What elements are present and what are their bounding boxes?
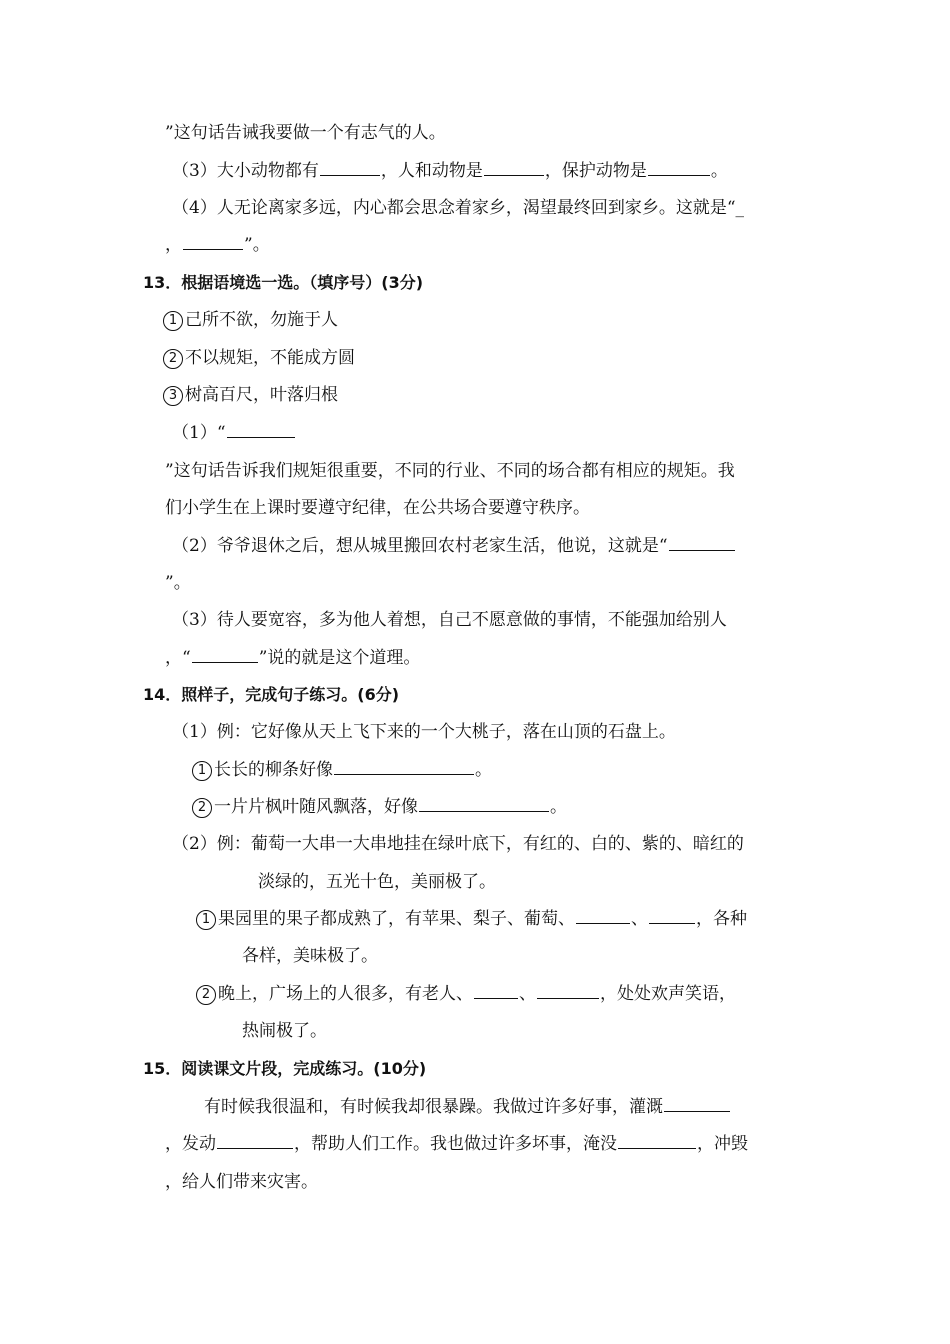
circled-number: 2 [196,985,216,1005]
q13-part-3-line-2: ，“ ”说的就是这个道理。 [165,648,421,668]
q15-title: 15．阅读课文片段，完成练习。(10分) [143,1059,427,1078]
q14-example-2-line-2: 淡绿的，五光十色，美丽极了。 [258,872,496,892]
circled-number: 1 [163,311,183,331]
answer-blank[interactable] [474,982,518,999]
q12-line-2: （3）大小动物都有 ，人和动物是 ，保护动物是 。 [172,161,728,181]
q14-item-1-1: 1 长长的柳条好像 。 [192,758,492,782]
answer-blank[interactable] [419,795,549,812]
answer-blank[interactable] [648,159,710,176]
q12-line-4: ， ”。 [165,235,270,255]
q13-option-1: 1 己所不欲，勿施于人 [163,308,338,332]
q13-part-3: （3）待人要宽容，多为他人着想，自己不愿意做的事情，不能强加给别人 [172,610,727,630]
circled-number: 2 [163,349,183,369]
q12-line-1: ”这句话告诫我要做一个有志气的人。 [165,123,446,143]
q15-passage-line-3: ，给人们带来灾害。 [165,1172,318,1192]
q14-example-1: （1）例：它好像从天上飞下来的一个大桃子，落在山顶的石盘上。 [172,722,676,742]
q14-item-2-2-line-2: 热闹极了。 [242,1021,327,1041]
q13-option-2: 2 不以规矩，不能成方圆 [163,346,355,370]
q14-item-2-1-line-2: 各样，美味极了。 [242,946,378,966]
q13-option-3: 3 树高百尺，叶落归根 [163,383,338,407]
answer-blank[interactable] [227,421,295,438]
q14-item-1-2: 2 一片片枫叶随风飘落，好像 。 [192,795,567,819]
q15-passage-line-1: 有时候我很温和，有时候我却很暴躁。我做过许多好事，灌溉 [204,1095,731,1119]
circled-number: 1 [196,910,216,930]
answer-blank[interactable] [664,1095,730,1112]
answer-blank[interactable] [669,534,735,551]
answer-blank[interactable] [576,907,630,924]
answer-blank[interactable] [537,982,599,999]
circled-number: 3 [163,386,183,406]
q13-part-1-line-2: ”这句话告诉我们规矩很重要，不同的行业、不同的场合都有相应的规矩。我 [165,461,735,481]
answer-blank[interactable] [217,1132,293,1149]
circled-number: 2 [192,798,212,818]
q13-title: 13．根据语境选一选。（填序号）(3分) [143,273,424,292]
q13-part-2-end: ”。 [165,573,191,593]
q15-passage-line-2: ，发动 ，帮助人们工作。我也做过许多坏事，淹没 ，冲毁 [165,1134,748,1154]
q13-part-2: （2）爷爷退休之后，想从城里搬回农村老家生活，他说，这就是“ [172,534,736,558]
answer-blank[interactable] [192,646,258,663]
circled-number: 1 [192,761,212,781]
q14-item-2-1: 1 果园里的果子都成熟了，有苹果、梨子、葡萄、 、 ，各种 [196,907,747,931]
q14-title: 14．照样子，完成句子练习。(6分) [143,685,400,704]
answer-blank[interactable] [618,1132,696,1149]
answer-blank[interactable] [320,159,380,176]
answer-blank[interactable] [484,159,544,176]
answer-blank[interactable] [334,758,474,775]
answer-blank[interactable] [649,907,695,924]
q14-example-2: （2）例：葡萄一大串一大串地挂在绿叶底下，有红的、白的、紫的、暗红的 [172,834,744,854]
q13-part-1: （1）“ [172,421,296,445]
q14-item-2-2: 2 晚上，广场上的人很多，有老人、 、 ，处处欢声笑语， [196,982,736,1006]
q13-part-1-line-3: 们小学生在上课时要遵守纪律，在公共场合要遵守秩序。 [165,498,590,518]
q12-line-3: （4）人无论离家多远，内心都会思念着家乡，渴望最终回到家乡。这就是“_ [172,198,745,218]
answer-blank[interactable] [183,233,243,250]
